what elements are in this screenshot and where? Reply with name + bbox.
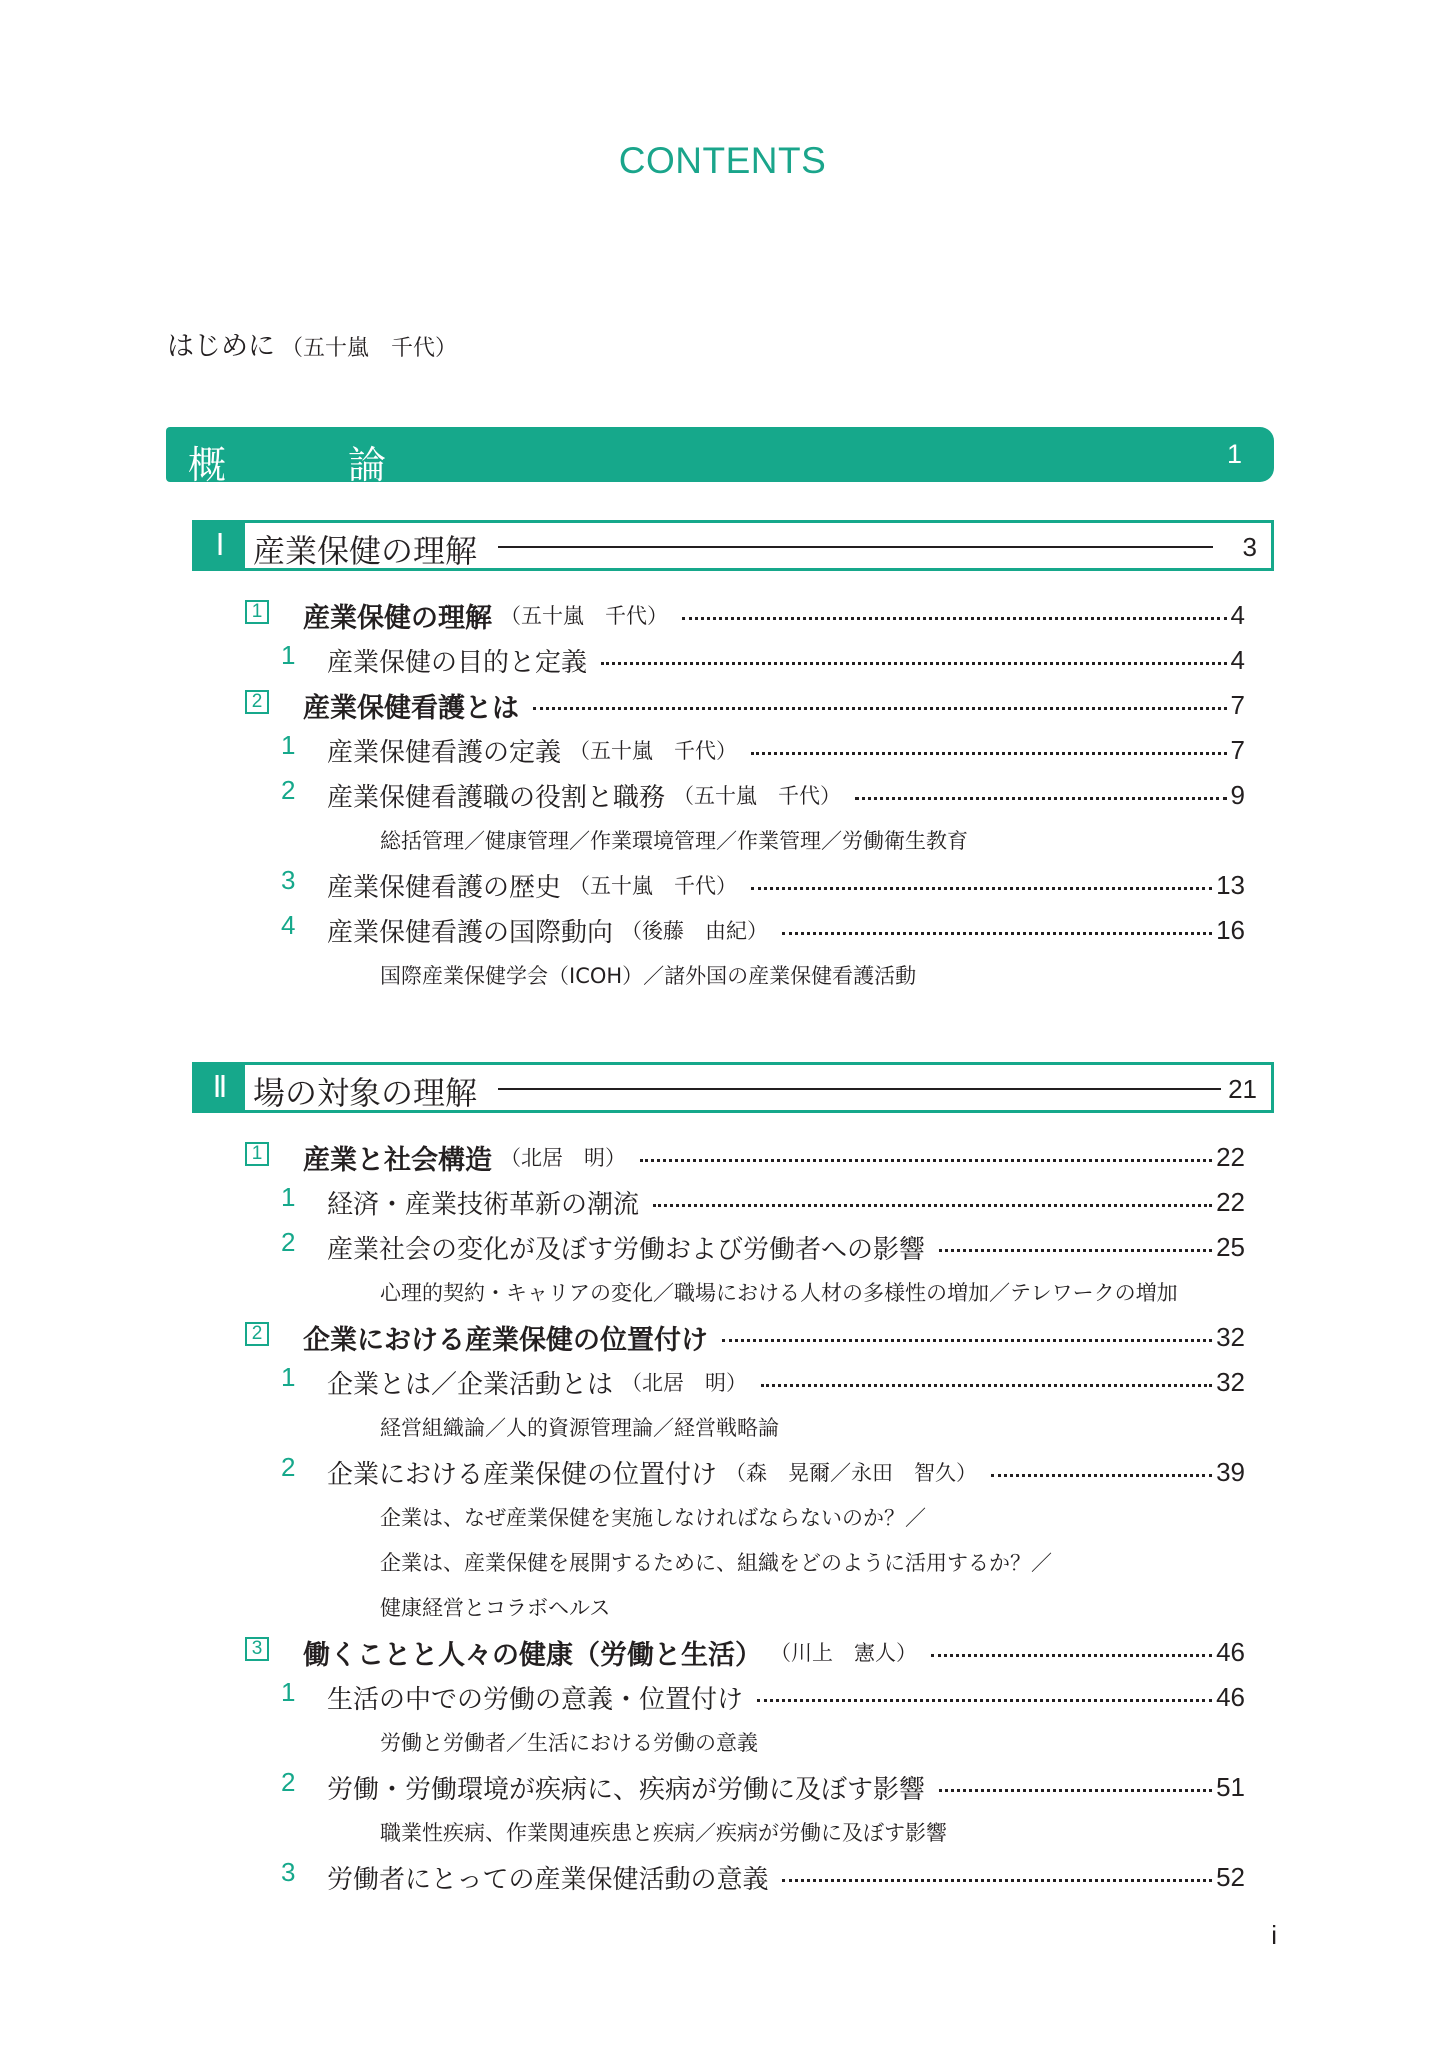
leader-dots bbox=[761, 1384, 1212, 1387]
entry-author: （北居 明） bbox=[621, 1371, 748, 1395]
entry-page: 4 bbox=[1230, 599, 1245, 630]
chapter-page: 3 bbox=[1242, 532, 1257, 562]
entry-title: 生活の中での労働の意義・位置付け bbox=[327, 1684, 744, 1715]
toc-subtopics: 健康経営とコラボヘルス bbox=[380, 1596, 611, 1620]
entry-page: 39 bbox=[1216, 1456, 1245, 1487]
leader-dots bbox=[991, 1474, 1212, 1477]
toc-entry-section[interactable] bbox=[245, 1137, 1245, 1177]
section-marker: 1 bbox=[245, 600, 269, 624]
toc-subtopics: 職業性疾病、作業関連疾患と疾病／疾病が労働に及ぼす影響 bbox=[380, 1821, 947, 1845]
entry-page: 13 bbox=[1216, 869, 1245, 900]
entry-page: 4 bbox=[1230, 644, 1245, 675]
toc-entry-section[interactable] bbox=[245, 1632, 1245, 1672]
leader-dots bbox=[939, 1249, 1212, 1252]
entry-author: （五十嵐 千代） bbox=[569, 739, 738, 763]
entry-title: 産業保健看護の国際動向 bbox=[327, 917, 614, 948]
toc-subtopics: 経営組織論／人的資源管理論／経営戦略論 bbox=[380, 1416, 779, 1440]
toc-entry[interactable] bbox=[255, 1767, 1245, 1807]
entry-page: 32 bbox=[1216, 1366, 1245, 1397]
entry-page: 9 bbox=[1230, 779, 1245, 810]
intro-label: はじめに bbox=[167, 331, 275, 362]
toc-subtopics: 総括管理／健康管理／作業環境管理／作業管理／労働衛生教育 bbox=[380, 829, 968, 853]
entry-number: 2 bbox=[281, 1452, 296, 1482]
entry-number: 2 bbox=[281, 1767, 296, 1797]
toc-subtopics: 労働と労働者／生活における労働の意義 bbox=[380, 1731, 758, 1755]
chapter-page: 21 bbox=[1228, 1074, 1257, 1104]
entry-number: 1 bbox=[281, 1362, 296, 1392]
entry-number: 3 bbox=[281, 865, 296, 895]
entry-title: 企業における産業保健の位置付け bbox=[303, 1324, 708, 1356]
chapter-heading-2[interactable] bbox=[192, 1062, 1274, 1113]
section-marker: 3 bbox=[245, 1637, 269, 1661]
entry-page: 25 bbox=[1216, 1231, 1245, 1262]
entry-author: （北居 明） bbox=[500, 1146, 626, 1170]
entry-title: 産業保健看護とは bbox=[303, 692, 519, 724]
leader-dots bbox=[722, 1339, 1212, 1342]
page-folio: i bbox=[1271, 1920, 1277, 1950]
entry-page: 46 bbox=[1216, 1681, 1245, 1712]
entry-title: 産業保健の理解 bbox=[303, 602, 492, 634]
entry-number: 1 bbox=[281, 1182, 296, 1212]
toc-subtopics: 心理的契約・キャリアの変化／職場における人材の多様性の増加／テレワークの増加 bbox=[380, 1281, 1178, 1305]
leader-dots bbox=[757, 1699, 1212, 1702]
leader-dots bbox=[682, 617, 1227, 620]
entry-title: 産業社会の変化が及ぼす労働および労働者への影響 bbox=[327, 1234, 926, 1265]
intro-entry[interactable] bbox=[167, 324, 457, 363]
leader-dots bbox=[855, 797, 1227, 800]
entry-page: 46 bbox=[1216, 1636, 1245, 1667]
entry-page: 7 bbox=[1230, 689, 1245, 720]
section-marker: 1 bbox=[245, 1142, 269, 1166]
entry-page: 7 bbox=[1230, 734, 1245, 765]
toc-entry[interactable] bbox=[255, 1227, 1245, 1267]
entry-author: （五十嵐 千代） bbox=[569, 874, 738, 898]
toc-entry[interactable] bbox=[255, 730, 1245, 770]
entry-page: 22 bbox=[1216, 1186, 1245, 1217]
toc-subtopics: 国際産業保健学会（ICOH）／諸外国の産業保健看護活動 bbox=[380, 964, 917, 988]
entry-author: （後藤 由紀） bbox=[621, 919, 769, 943]
entry-number: 1 bbox=[281, 640, 296, 670]
page-title: CONTENTS bbox=[618, 140, 827, 181]
leader-dots bbox=[751, 752, 1227, 755]
part-title-char-2: 論 bbox=[348, 443, 387, 487]
toc-entry-section[interactable] bbox=[245, 1317, 1245, 1357]
chapter-number: Ⅱ bbox=[195, 1065, 245, 1110]
entry-author: （川上 憲人） bbox=[770, 1641, 917, 1665]
entry-page: 51 bbox=[1216, 1771, 1245, 1802]
chapter-title: 場の対象の理解 bbox=[253, 1074, 478, 1112]
entry-number: 2 bbox=[281, 1227, 296, 1257]
chapter-number: Ⅰ bbox=[195, 523, 245, 568]
toc-entry[interactable] bbox=[255, 1677, 1245, 1717]
entry-number: 2 bbox=[281, 775, 296, 805]
leader-dots bbox=[601, 662, 1227, 665]
section-marker: 2 bbox=[245, 690, 269, 714]
entry-page: 32 bbox=[1216, 1321, 1245, 1352]
toc-entry[interactable] bbox=[255, 1182, 1245, 1222]
entry-title: 企業における産業保健の位置付け bbox=[327, 1459, 718, 1490]
toc-entry[interactable] bbox=[255, 865, 1245, 905]
toc-entry[interactable] bbox=[255, 910, 1245, 950]
leader-dots bbox=[533, 707, 1227, 710]
section-marker: 2 bbox=[245, 1322, 269, 1346]
leader-dots bbox=[640, 1159, 1212, 1162]
chapter-rule bbox=[498, 1088, 1221, 1090]
leader-dots bbox=[751, 887, 1212, 890]
leader-dots bbox=[931, 1654, 1212, 1657]
entry-title: 企業とは／企業活動とは bbox=[327, 1369, 614, 1400]
entry-title: 産業保健看護の歴史 bbox=[327, 872, 562, 903]
toc-entry[interactable] bbox=[255, 640, 1245, 680]
entry-title: 経済・産業技術革新の潮流 bbox=[327, 1189, 640, 1220]
entry-author: （五十嵐 千代） bbox=[500, 604, 668, 628]
toc-subtopics: 企業は、産業保健を展開するために、組織をどのように活用するか？／ bbox=[380, 1551, 1052, 1575]
toc-entry-section[interactable] bbox=[245, 685, 1245, 725]
intro-author: （五十嵐 千代） bbox=[281, 336, 458, 361]
entry-page: 22 bbox=[1216, 1141, 1245, 1172]
part-page-number: 1 bbox=[1226, 439, 1242, 469]
entry-page: 16 bbox=[1216, 914, 1245, 945]
part-title-char-1: 概 bbox=[188, 443, 227, 487]
leader-dots bbox=[782, 932, 1212, 935]
toc-entry[interactable] bbox=[255, 1362, 1245, 1402]
entry-title: 労働・労働環境が疾病に、疾病が労働に及ぼす影響 bbox=[327, 1774, 926, 1805]
entry-title: 産業保健の目的と定義 bbox=[327, 647, 588, 678]
entry-number: 3 bbox=[281, 1857, 296, 1887]
entry-title: 産業と社会構造 bbox=[303, 1144, 492, 1176]
entry-number: 1 bbox=[281, 1677, 296, 1707]
toc-subtopics: 企業は、なぜ産業保健を実施しなければならないのか？／ bbox=[380, 1506, 926, 1530]
entry-author: （森 晃爾／永田 智久） bbox=[725, 1461, 978, 1485]
toc-entry[interactable] bbox=[255, 775, 1245, 815]
entry-title: 産業保健看護の定義 bbox=[327, 737, 562, 768]
toc-entry-section[interactable] bbox=[245, 595, 1245, 635]
part-heading-bar[interactable] bbox=[166, 427, 1274, 487]
leader-dots bbox=[939, 1789, 1212, 1792]
entry-page: 52 bbox=[1216, 1861, 1245, 1892]
chapter-title: 産業保健の理解 bbox=[253, 532, 478, 570]
leader-dots bbox=[782, 1879, 1212, 1882]
entry-title: 働くことと人々の健康（労働と生活） bbox=[303, 1639, 762, 1671]
entry-author: （五十嵐 千代） bbox=[673, 784, 842, 808]
entry-title: 産業保健看護職の役割と職務 bbox=[327, 782, 666, 813]
toc-entry[interactable] bbox=[255, 1857, 1245, 1897]
leader-dots bbox=[653, 1204, 1212, 1207]
chapter-rule bbox=[498, 546, 1213, 548]
chapter-heading-1[interactable] bbox=[192, 520, 1274, 571]
entry-number: 4 bbox=[281, 910, 296, 940]
entry-number: 1 bbox=[281, 730, 296, 760]
entry-title: 労働者にとっての産業保健活動の意義 bbox=[327, 1864, 769, 1895]
toc-entry[interactable] bbox=[255, 1452, 1245, 1492]
